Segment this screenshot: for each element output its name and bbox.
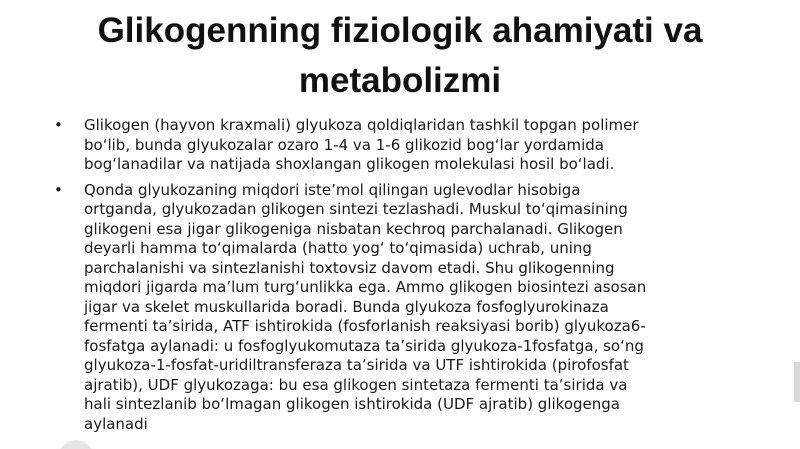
bullet-item-1	[52, 116, 752, 175]
bullet-item-2	[52, 181, 752, 435]
text-line: fosfatga aylanadi: u fosfoglyukomutaza ta’sirida glyukoza-1fosfatga, so‘ng	[84, 336, 644, 355]
text-line: glikogeni esa jigar glikogeniga nisbatan kechroq parchalanadi. Glikogen	[84, 219, 623, 238]
text-line: bog‘lanadilar va natijada shoxlangan glikogen molekulasi hosil bo‘ladi.	[84, 155, 615, 173]
text-line: hali sintezlanib bo‘lmagan glikogen ishtirokida (UDF ajratib) glikogenga	[84, 395, 620, 413]
text-line: deyarli hamma to‘qimalarda (hatto yog‘ to‘qimasida) uchrab, uning	[84, 239, 592, 257]
text-line: bo‘lib, bunda glyukozalar ozaro 1-4 va 1-6 glikozid bog‘lar yordamida	[84, 135, 604, 154]
bullet-dot-icon: •	[54, 180, 63, 199]
bullet-list	[52, 116, 752, 440]
title-line-1: Glikogenning fiziologik ahamiyati va	[97, 11, 703, 50]
bullet-dot-icon: •	[54, 116, 63, 134]
text-line: aylanadi	[84, 414, 148, 433]
text-line: glyukoza-1-fosfat-uridiltransferaza ta’sirida va UTF ishtirokida (pirofosfat	[84, 356, 629, 374]
slide-title	[40, 6, 760, 106]
text-line: ajratib), UDF glyukozaga: bu esa glikogen sintetaza fermenti ta’sirida va	[84, 375, 628, 394]
text-line: parchalanishi va sintezlanishi toxtovsiz davom etadi. Shu glikogenning	[84, 258, 615, 277]
text-line: Qonda glyukozaning miqdori iste’mol qilingan uglevodlar hisobiga	[84, 180, 581, 199]
edge-strip-decoration	[794, 362, 800, 402]
text-line: jigar va skelet muskullarida boradi. Bunda glyukoza fosfoglyurokinaza	[84, 297, 609, 316]
text-line: miqdori jigarda ma’lum turg‘unlikka ega. Ammo glikogen biosintezi asosan	[84, 278, 647, 296]
corner-circle-decoration	[58, 440, 94, 449]
text-line: fermenti ta’sirida, ATF ishtirokida (fosforlanish reaksiyasi borib) glyukoza6-	[84, 317, 646, 335]
title-line-2: metabolizmi	[298, 61, 502, 100]
text-line: Glikogen (hayvon kraxmali) glyukoza qoldiqlaridan tashkil topgan polimer	[84, 116, 639, 134]
text-line: ortganda, glyukozadan glikogen sintezi tezlashadi. Muskul to‘qimasining	[84, 200, 628, 218]
